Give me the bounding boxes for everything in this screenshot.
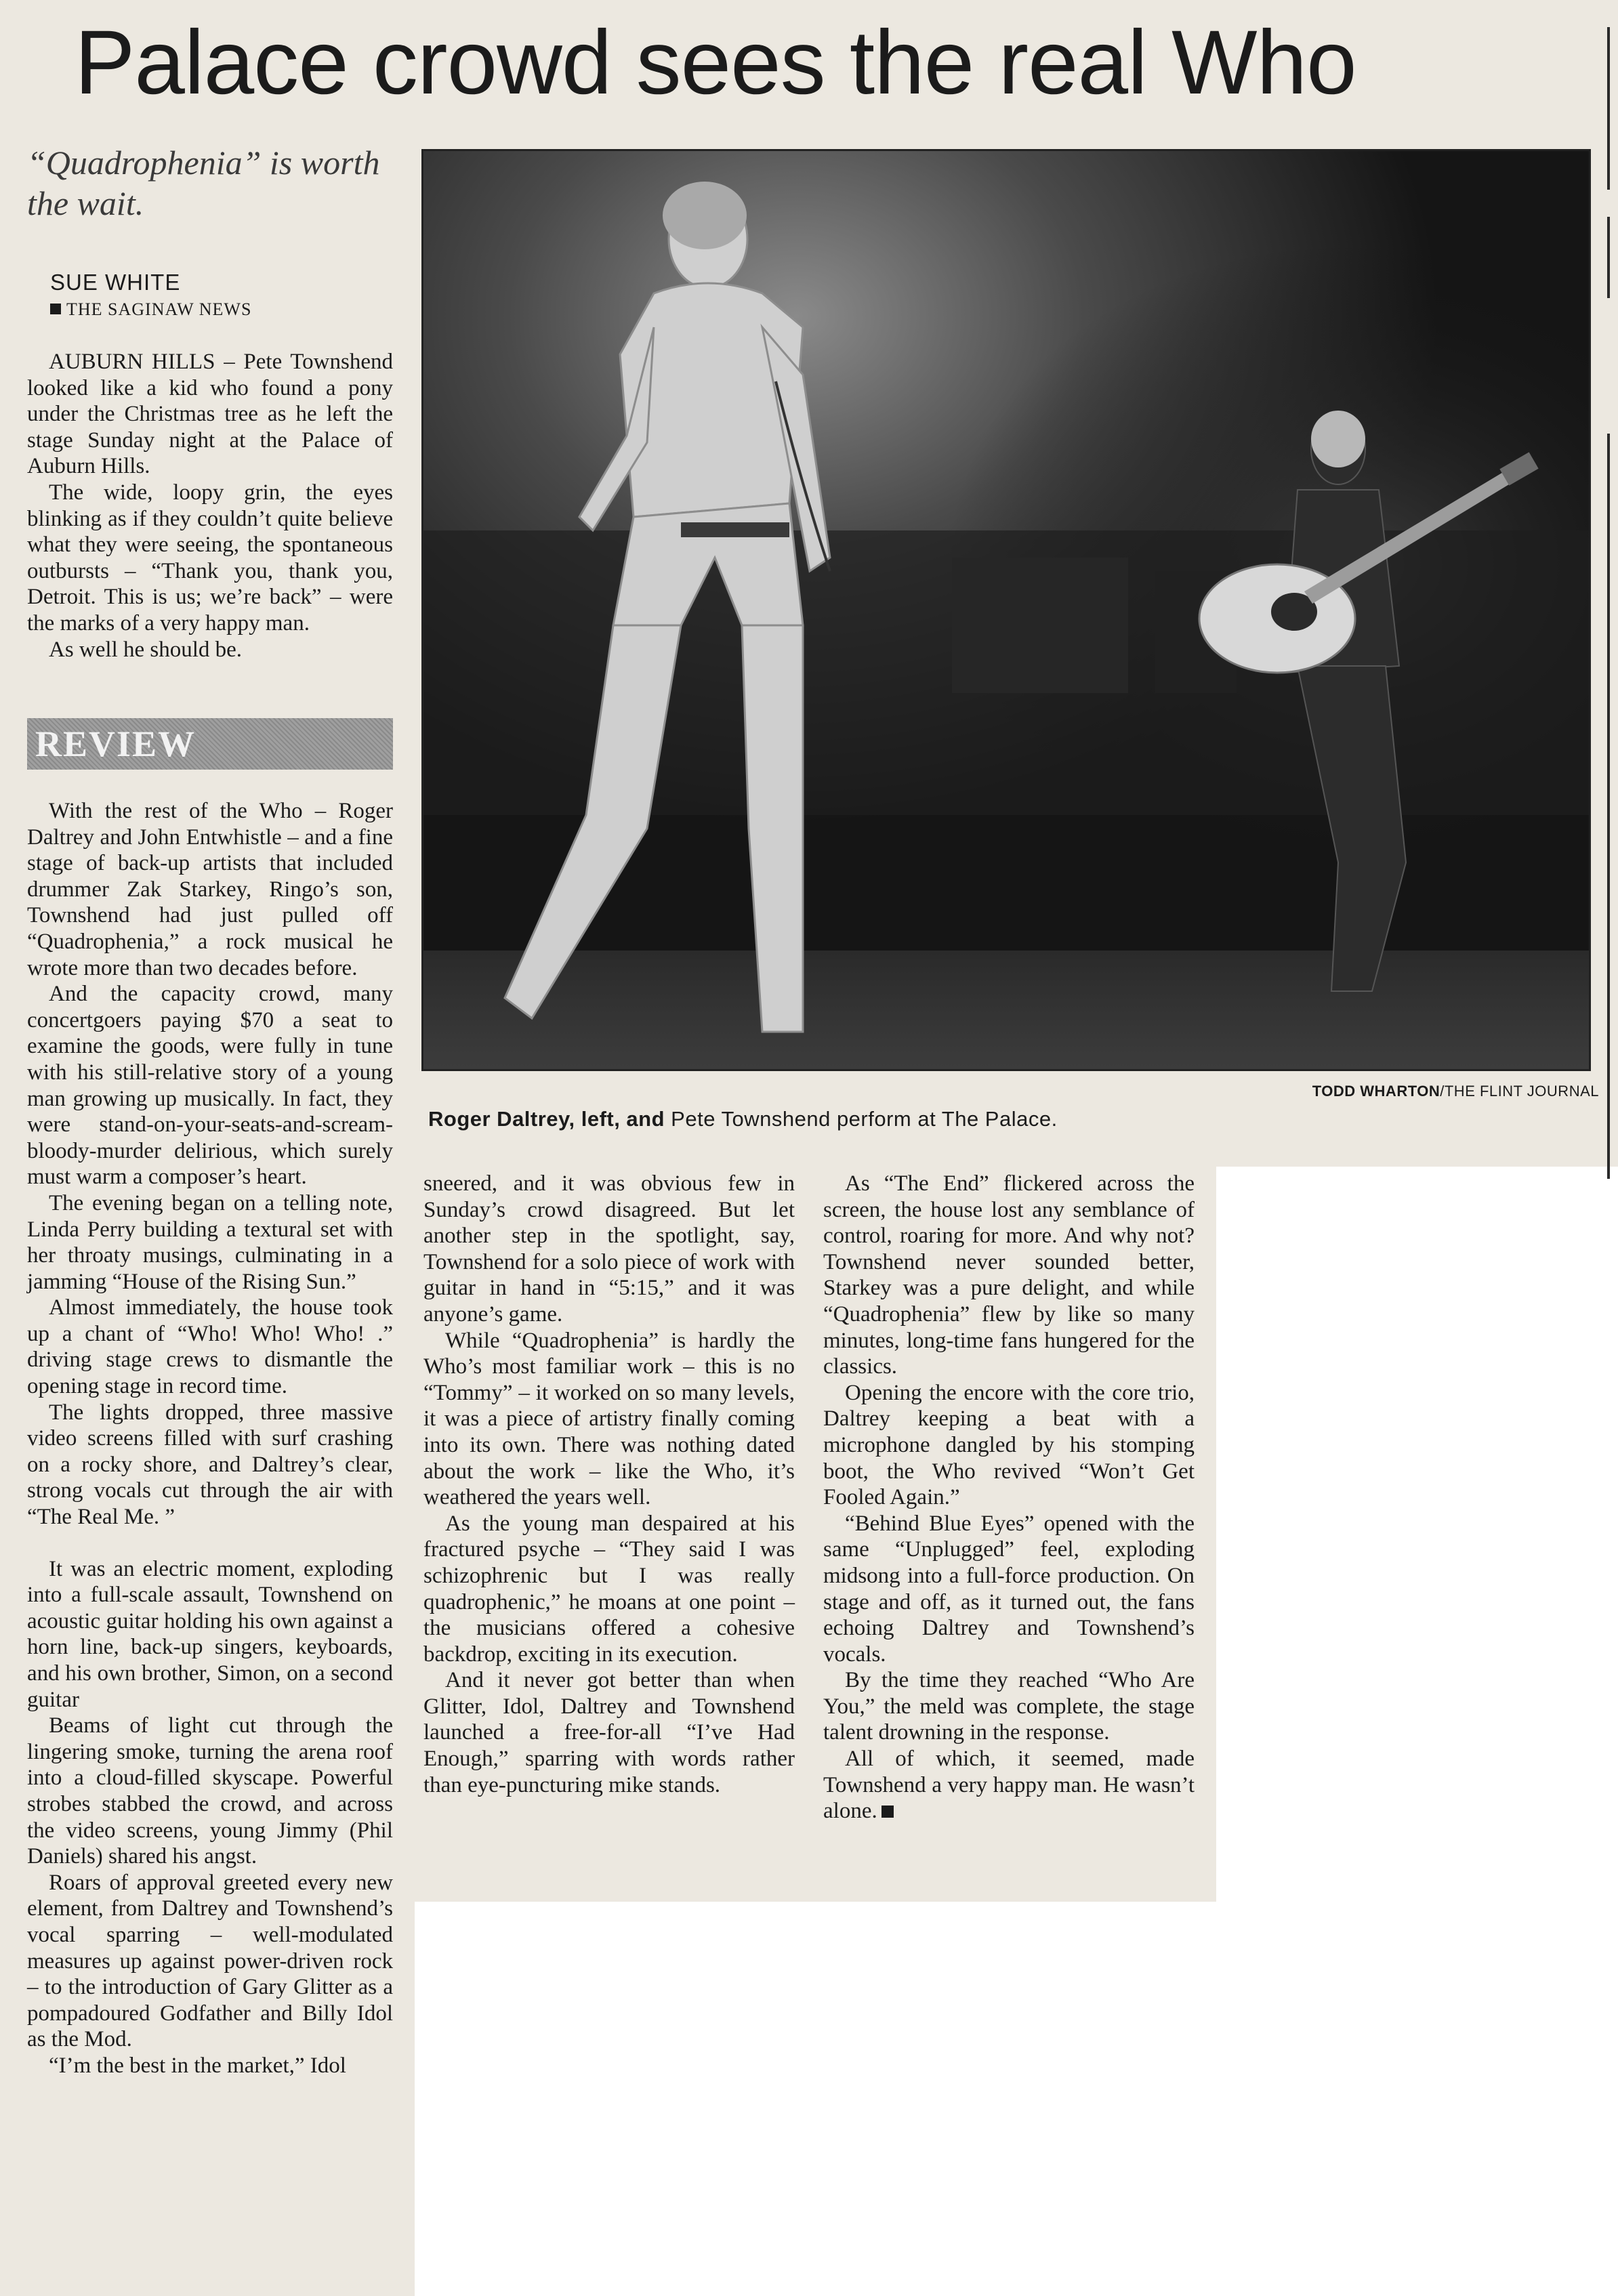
article-column-2 xyxy=(423,1171,795,1798)
headline: Palace crowd sees the real Who xyxy=(75,12,1356,113)
paragraph: sneered, and it was obvious few in Sunday’s crowd disagreed. But let another step in the spotlight, say, Townshend for a solo piece of work with guitar in hand in “5:15,” and it was anyone’s game. xyxy=(423,1171,795,1327)
paragraph: “I’m the best in the market,” Idol xyxy=(49,2053,346,2078)
photo-credit xyxy=(881,1083,1599,1100)
paragraph: Opening the encore with the core trio, Daltrey keeping a beat with a microphone dangled by his stomping boot, the Who revived “Won’t Get Fooled Again.” xyxy=(823,1380,1195,1510)
deck-subheadline: “Quadrophenia” is worth the wait. xyxy=(27,144,380,222)
review-label: REVIEW xyxy=(35,724,196,764)
paragraph-gap xyxy=(27,1530,393,1556)
photo-caption xyxy=(428,1107,1580,1131)
paragraph: AUBURN HILLS – Pete Townshend looked like a kid who found a pony under the Christmas tree as he left the stage Sunday night at the Palace of Auburn Hills. xyxy=(27,350,393,479)
paragraph: By the time they reached “Who Are You,” the meld was complete, the stage talent drowning in the response. xyxy=(823,1668,1195,1745)
paragraph: And it never got better than when Glitter, Idol, Daltrey and Townshend launched a free-for-all “I’ve Had Enough,” sparring with words rather than eye-puncturing mike stands. xyxy=(423,1668,795,1797)
review-section-bar xyxy=(27,718,393,770)
paragraph: With the rest of the Who – Roger Daltrey and John Entwhistle – and a fine stage of back-up artists that included drummer Zak Starkey, Ringo’s son, Townshend had just pulled off “Quadrophenia,” a rock musical he wrote more than two decades before. xyxy=(27,799,393,980)
bullet-square-icon xyxy=(50,304,61,314)
photographer-name: TODD WHARTON xyxy=(1312,1083,1440,1100)
paragraph: Roars of approval greeted every new element, from Daltrey and Townshend’s vocal sparring – well-modulated measures up against power-driven rock – to the introduction of Gary Glitter as a pompadoured Godfather and Billy Idol as the Mod. xyxy=(27,1870,393,2052)
edge-rule xyxy=(1607,434,1610,1179)
paragraph: The lights dropped, three massive video screens filled with surf crashing on a rocky shore, and Daltrey’s clear, strong vocals cut through the air with “The Real Me. ” xyxy=(27,1400,393,1530)
article-column-1-bottom xyxy=(27,798,393,2079)
paragraph: As well he should be. xyxy=(49,637,243,662)
caption-names: Roger Daltrey, left, and xyxy=(428,1107,665,1131)
paragraph: And the capacity crowd, many concertgoers paying $70 a seat to examine the goods, were fully in tune with his still-relative story of a young man growing up musically. In fact, they were stand-on-your-seats-and-scream-bloody-murder delirious, which surely must warm a composer’s heart. xyxy=(27,982,393,1190)
edge-rule xyxy=(1607,27,1610,190)
concert-photo xyxy=(421,149,1591,1071)
edge-rule xyxy=(1607,217,1610,298)
byline-publication xyxy=(50,299,251,320)
credit-source: /THE FLINT JOURNAL xyxy=(1440,1083,1599,1100)
paragraph: It was an electric moment, exploding into a full-scale assault, Townshend on acoustic guitar holding his own against a horn line, back-up singers, keyboards, and his own brother, Simon, on a second guitar xyxy=(27,1556,393,1712)
paragraph: As “The End” flickered across the screen, the house lost any semblance of control, roaring for more. And why not? Townshend never sounded better, Starkey was a pure delight, and while “Quadrophenia” flew by like so many minutes, long-time fans hungered for the classics. xyxy=(823,1171,1195,1379)
closing-paragraph-text: All of which, it seemed, made Townshend a very happy man. He wasn’t alone. xyxy=(823,1747,1195,1824)
paragraph: Almost immediately, the house took up a chant of “Who! Who! Who! .” driving stage crews to dismantle the opening stage in record time. xyxy=(27,1295,393,1399)
end-mark-icon xyxy=(881,1806,894,1818)
caption-text: Pete Townshend perform at The Palace. xyxy=(665,1107,1058,1131)
paragraph: Beams of light cut through the lingering smoke, turning the arena roof into a cloud-filled skyscape. Powerful strobes stabbed the crowd, and across the video screens, young Jimmy (Phil Daniels) shared his angst. xyxy=(27,1713,393,1869)
paragraph: “Behind Blue Eyes” opened with the same “Unplugged” feel, exploding midsong into a full-force production. On stage and off, as it turned out, the fans echoing Daltrey and Townshend’s vocals. xyxy=(823,1511,1195,1667)
paragraph: The wide, loopy grin, the eyes blinking as if they couldn’t quite believe what they were seeing, the spontaneous outbursts – “Thank you, thank you, Detroit. This is us; we’re back” – were the marks of a very happy man. xyxy=(27,480,393,635)
publication-name: THE SAGINAW NEWS xyxy=(66,299,252,319)
article-column-1-top xyxy=(27,349,393,663)
article-column-3 xyxy=(823,1171,1195,1824)
paragraph: As the young man despaired at his fractured psyche – “They said I was schizophrenic but I was really quadrophenic,” he moans at one point – the musicians offered a cohesive backdrop, exciting in its execution. xyxy=(423,1511,795,1667)
paragraph: The evening began on a telling note, Linda Perry building a textural set with her throaty musings, culminating in a jamming “House of the Rising Sun.” xyxy=(27,1190,393,1294)
paragraph xyxy=(823,1746,1195,1824)
blank-area-bottom xyxy=(415,1902,1618,2296)
adjacent-article-edge xyxy=(1602,27,1618,1152)
byline-author: SUE WHITE xyxy=(50,270,181,295)
paragraph: While “Quadrophenia” is hardly the Who’s most familiar work – this is no “Tommy” – it worked on so many levels, it was a piece of artistry finally coming into its own. There was nothing dated about the work – like the Who, it’s weathered the years well. xyxy=(423,1328,795,1510)
blank-area-right xyxy=(1216,1167,1618,1902)
